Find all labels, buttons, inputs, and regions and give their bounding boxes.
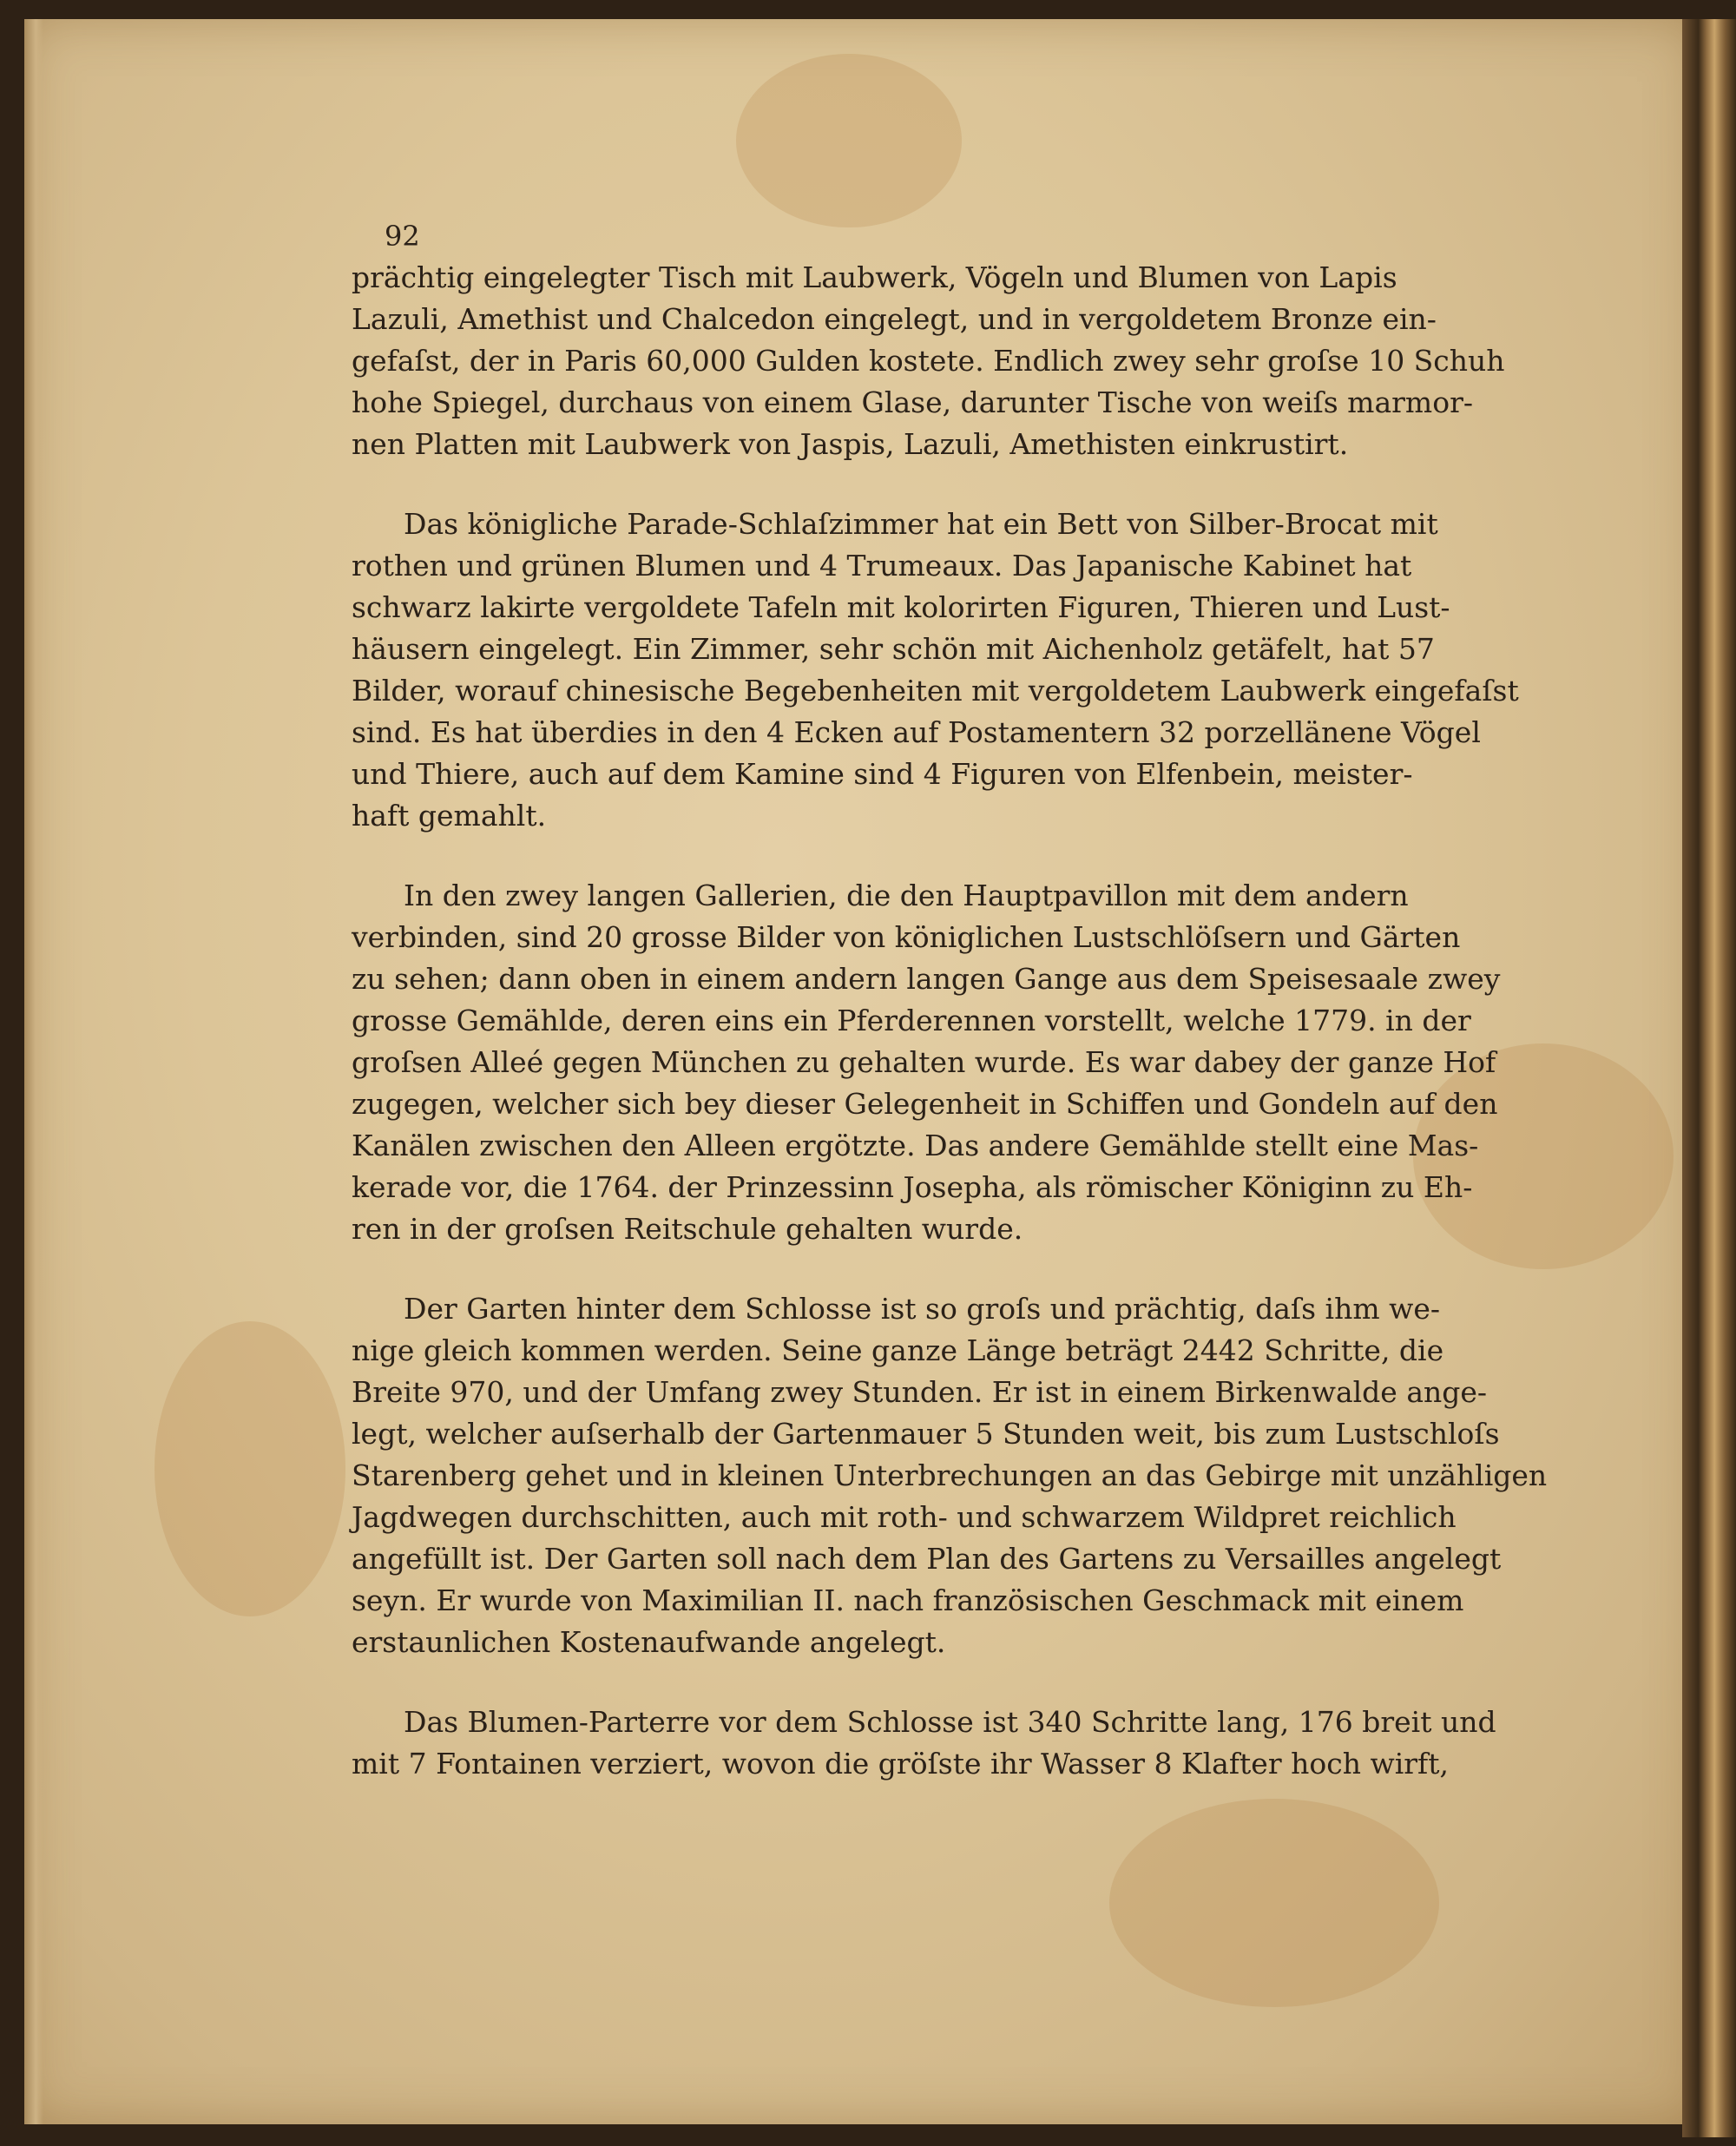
text-line: Kanälen zwischen den Alleen ergötzte. Das andere Gemählde stellt eine Mas- — [352, 1129, 1479, 1162]
page-number: 92 — [385, 220, 420, 253]
text-line: Jagdwegen durchschitten, auch mit roth- und schwarzem Wildpret reichlich — [352, 1500, 1457, 1534]
text-line: nen Platten mit Laubwerk von Jaspis, Lazuli, Amethisten einkrustirt. — [352, 427, 1349, 461]
text-line: erstaunlichen Kostenaufwande angelegt. — [352, 1625, 946, 1659]
paragraph-5 — [352, 1702, 1654, 1785]
text-line: groſsen Alleé gegen München zu gehalten wurde. Es war dabey der ganze Hof — [352, 1045, 1496, 1079]
text-line: prächtig eingelegter Tisch mit Laubwerk, Vögeln und Blumen von Lapis — [352, 260, 1397, 294]
text-line: nige gleich kommen werden. Seine ganze Länge beträgt 2442 Schritte, die — [352, 1333, 1444, 1367]
text-line: In den zwey langen Gallerien, die den Hauptpavillon mit dem andern — [404, 879, 1409, 912]
paragraph-2 — [352, 504, 1654, 837]
text-line: Das Blumen-Parterre vor dem Schlosse ist 340 Schritte lang, 176 breit und — [404, 1705, 1496, 1739]
text-line: rothen und grünen Blumen und 4 Trumeaux. Das Japanische Kabinet hat — [352, 549, 1412, 583]
text-line: Das königliche Parade-Schlaſzimmer hat ein Bett von Silber-Brocat mit — [404, 507, 1438, 541]
page-left-edge — [24, 19, 43, 2124]
text-line: hohe Spiegel, durchaus von einem Glase, darunter Tische von weiſs marmor- — [352, 385, 1474, 419]
text-line: sind. Es hat überdies in den 4 Ecken auf Postamentern 32 porzellänene Vögel — [352, 715, 1481, 749]
text-line: legt, welcher auſserhalb der Gartenmauer 5 Stunden weit, bis zum Lustschloſs — [352, 1417, 1500, 1451]
text-line: Der Garten hinter dem Schlosse ist so groſs und prächtig, daſs ihm we- — [404, 1292, 1441, 1326]
text-line: angefüllt ist. Der Garten soll nach dem Plan des Gartens zu Versailles angelegt — [352, 1542, 1502, 1576]
page-text — [352, 217, 1654, 1823]
text-line: gefaſst, der in Paris 60,000 Gulden kostete. Endlich zwey sehr groſse 10 Schuh — [352, 344, 1505, 378]
text-line: zugegen, welcher sich bey dieser Gelegenheit in Schiffen und Gondeln auf den — [352, 1087, 1498, 1121]
text-line: mit 7 Fontainen verziert, wovon die gröſste ihr Wasser 8 Klafter hoch wirft, — [352, 1747, 1449, 1781]
text-line: haft gemahlt. — [352, 799, 547, 833]
book-spine-edge — [1682, 19, 1736, 2137]
text-line: Starenberg gehet und in kleinen Unterbrechungen an das Gebirge mit unzähligen — [352, 1458, 1548, 1492]
paragraph-3 — [352, 875, 1654, 1250]
paragraph-4 — [352, 1288, 1654, 1663]
text-line: verbinden, sind 20 grosse Bilder von königlichen Lustschlöſsern und Gärten — [352, 920, 1461, 954]
text-line: ren in der groſsen Reitschule gehalten wurde. — [352, 1212, 1023, 1246]
text-line: grosse Gemählde, deren eins ein Pferderennen vorstellt, welche 1779. in der — [352, 1004, 1471, 1037]
text-line: Bilder, worauf chinesische Begebenheiten mit vergoldetem Laubwerk eingefaſst — [352, 674, 1519, 708]
paragraph-1 — [352, 257, 1654, 465]
text-line: Lazuli, Amethist und Chalcedon eingelegt, und in vergoldetem Bronze ein- — [352, 302, 1437, 336]
text-line: kerade vor, die 1764. der Prinzessinn Josepha, als römischer Königinn zu Eh- — [352, 1170, 1473, 1204]
text-line: häusern eingelegt. Ein Zimmer, sehr schön mit Aichenholz getäfelt, hat 57 — [352, 632, 1435, 666]
text-line: und Thiere, auch auf dem Kamine sind 4 Figuren von Elfenbein, meister- — [352, 757, 1413, 791]
text-line: zu sehen; dann oben in einem andern langen Gange aus dem Speisesaale zwey — [352, 962, 1501, 996]
text-line: Breite 970, und der Umfang zwey Stunden. Er ist in einem Birkenwalde ange- — [352, 1375, 1488, 1409]
text-line: seyn. Er wurde von Maximilian II. nach französischen Geschmack mit einem — [352, 1583, 1464, 1617]
text-line: schwarz lakirte vergoldete Tafeln mit kolorirten Figuren, Thieren und Lust- — [352, 590, 1450, 624]
